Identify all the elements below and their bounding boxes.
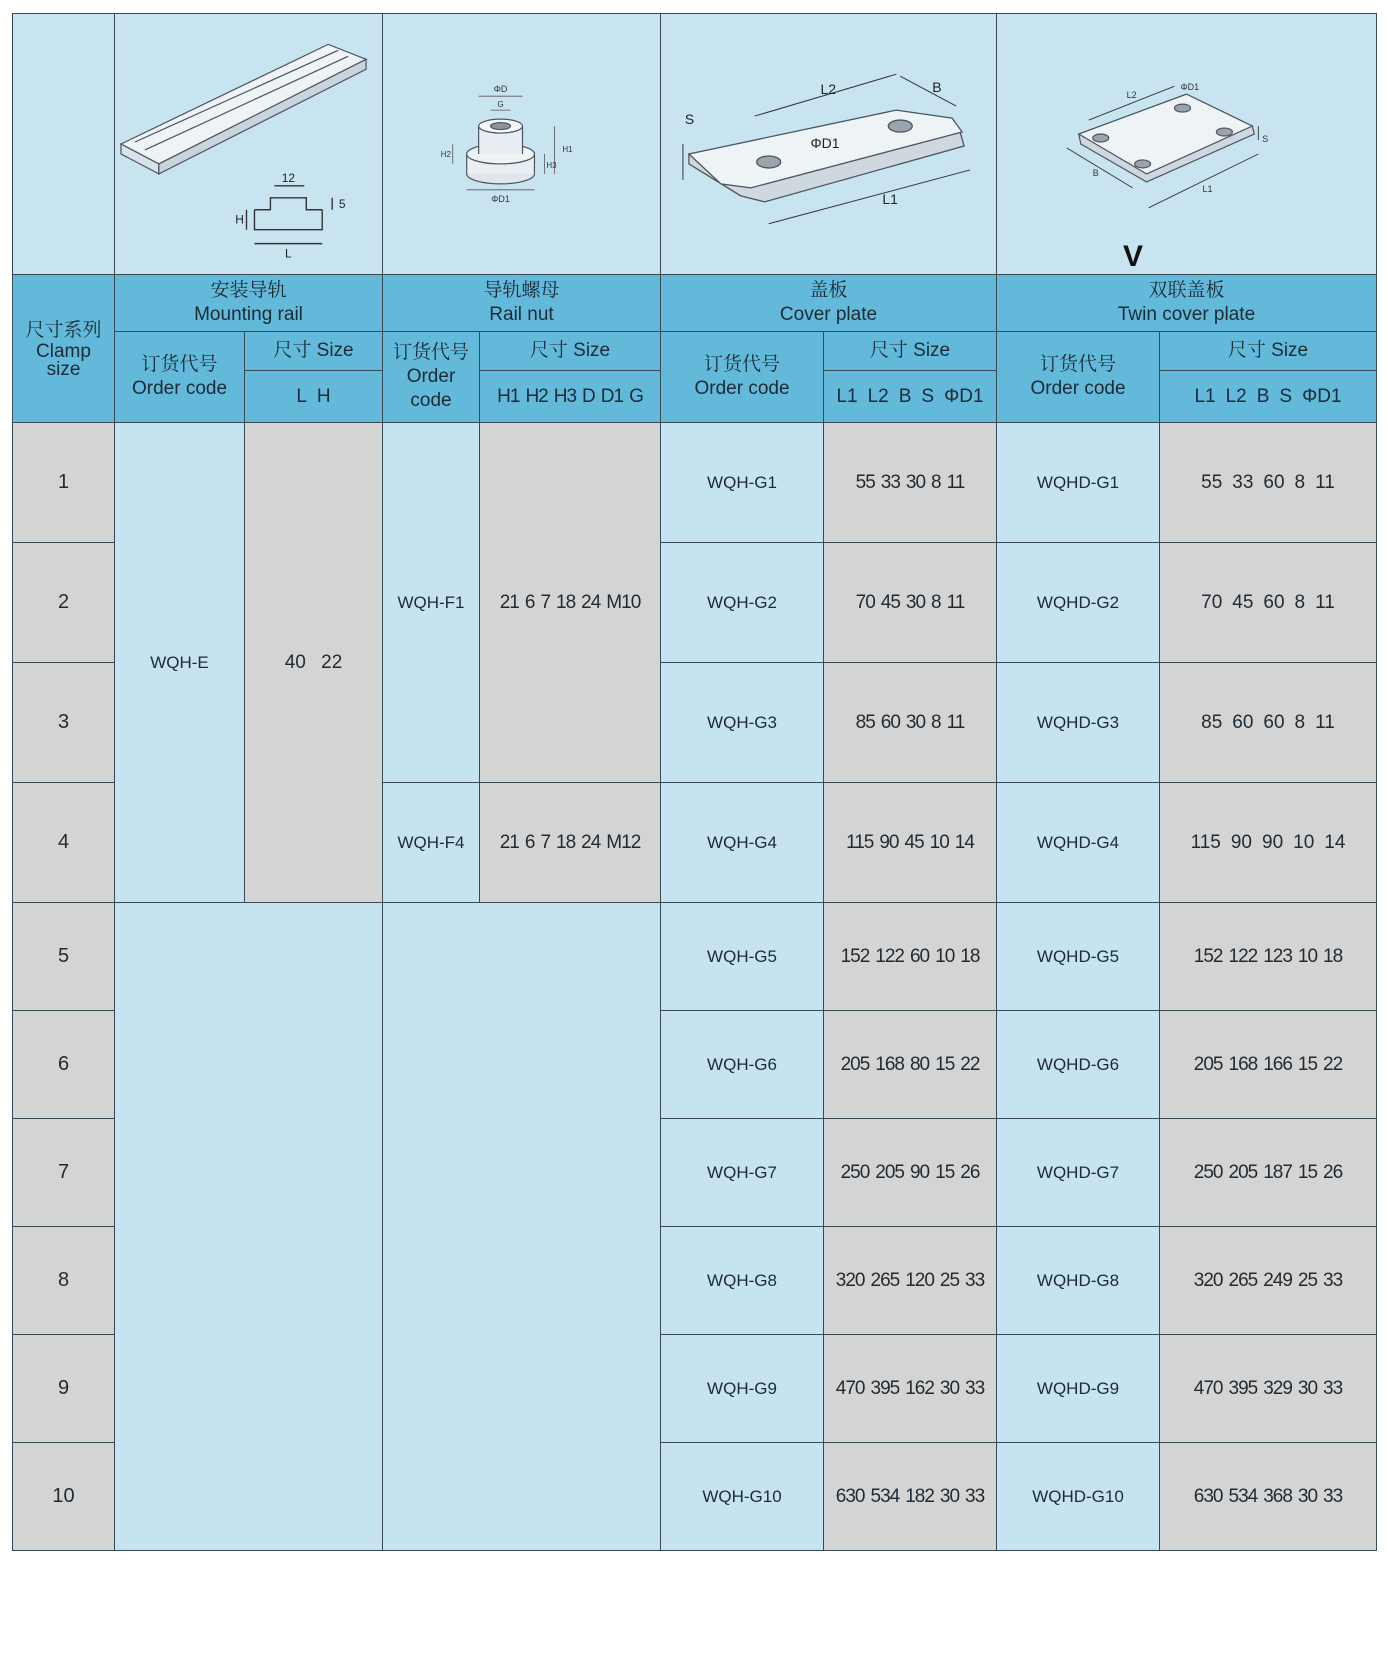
dimension-value: 205: [840, 1053, 870, 1075]
dimension-value: 152: [1193, 945, 1223, 967]
twin-dimension-labels: [1160, 371, 1377, 423]
dimension-value: H2: [525, 385, 548, 407]
twin-order-code: WQHD-G10: [997, 1443, 1160, 1551]
cover-dimensions: [824, 783, 997, 903]
mounting-rail-header: [115, 275, 383, 332]
dimension-value: 尺寸系列: [25, 319, 102, 341]
dimension-value: 166: [1263, 1053, 1292, 1075]
twin-cover-plate-drawing: [997, 14, 1376, 274]
dimension-value: 45: [880, 591, 900, 613]
dimension-value: 24: [581, 831, 601, 853]
cover-dimensions: [824, 1119, 997, 1227]
clamp-size-header: [13, 275, 115, 423]
dimension-value: 168: [1228, 1053, 1258, 1075]
dimension-value: 14: [1324, 831, 1346, 853]
dimension-value: 168: [875, 1053, 904, 1075]
nut-dim-h3: H3: [546, 160, 557, 170]
dimension-value: 162: [905, 1377, 934, 1399]
dimension-value: 265: [870, 1269, 900, 1291]
twin-dimensions: [1160, 1119, 1377, 1227]
cover-order-code: WQH-G6: [661, 1011, 824, 1119]
dimension-value: 30: [905, 471, 926, 493]
dimension-value: 33: [965, 1485, 985, 1507]
dimension-value: 534: [870, 1485, 900, 1507]
twin-dim-s: S: [1262, 134, 1269, 145]
cover-dimensions: [824, 1443, 997, 1551]
v-marker: V: [1123, 240, 1144, 273]
clamp-size-cell: 5: [13, 903, 115, 1011]
twin-order-code: WQHD-G9: [997, 1335, 1160, 1443]
dimension-value: 10: [929, 831, 949, 853]
dimension-value: 60: [1263, 591, 1285, 613]
dimension-value: 15: [1297, 1053, 1318, 1075]
twin-order-code: WQHD-G3: [997, 663, 1160, 783]
dimension-value: 订货代号: [703, 354, 780, 375]
dimension-value: 21: [499, 591, 519, 613]
dimension-value: 11: [1315, 711, 1335, 733]
cover-order-code: WQH-G7: [661, 1119, 824, 1227]
dimension-value: 33: [965, 1377, 985, 1399]
dimension-value: 85: [855, 711, 875, 733]
table-row: [13, 903, 1377, 1011]
dimension-value: D: [582, 385, 595, 407]
twin-order-code: WQHD-G2: [997, 543, 1160, 663]
dimension-value: 8: [1294, 591, 1306, 613]
rail-order-code: WQH-E: [115, 423, 245, 903]
clamp-size-cell: 10: [13, 1443, 115, 1551]
cover-order-code: WQH-G5: [661, 903, 824, 1011]
dimension-value: 115: [846, 831, 874, 853]
twin-order-code: WQHD-G1: [997, 423, 1160, 543]
nut-order-code: WQH-F4: [383, 783, 480, 903]
dimension-value: 15: [935, 1161, 955, 1183]
nut-dimension-labels: [480, 371, 661, 423]
twin-dimensions: [1160, 543, 1377, 663]
dimension-value: 205: [875, 1161, 904, 1183]
picture-blank-cell: [13, 14, 115, 275]
dimension-value: 152: [840, 945, 870, 967]
dimension-value: Order: [406, 366, 456, 387]
twin-dimensions: [1160, 903, 1377, 1011]
dimension-value: 90: [1262, 831, 1284, 853]
dimension-value: 8: [931, 471, 941, 493]
clamp-size-cell: 3: [13, 663, 115, 783]
dimension-value: 470: [835, 1377, 865, 1399]
rail-nut-picture: [383, 14, 661, 275]
dimension-value: 双联盖板: [1148, 280, 1225, 301]
dimension-value: code: [410, 390, 452, 411]
cover-dimensions: [824, 1011, 997, 1119]
dimension-value: 8: [1294, 471, 1306, 493]
twin-dim-l1: L1: [1202, 183, 1213, 194]
cover-dimensions: [824, 543, 997, 663]
twin-dimensions: [1160, 423, 1377, 543]
cover-order-code: WQH-G4: [661, 783, 824, 903]
dimension-value: 470: [1193, 1377, 1223, 1399]
dimension-value: 329: [1263, 1377, 1292, 1399]
dimension-value: G: [629, 385, 643, 407]
dimension-value: 30: [1297, 1485, 1318, 1507]
nut-dim-d1: ΦD1: [491, 193, 510, 204]
rail-dim-five: 5: [338, 196, 346, 211]
twin-order-code: WQHD-G5: [997, 903, 1160, 1011]
clamp-accessory-spec-table: [12, 13, 1377, 1551]
rail-dim-height: H: [235, 212, 244, 227]
nut-dim-h1: H1: [562, 144, 573, 154]
dimension-value: 26: [960, 1161, 980, 1183]
dimension-value: 33: [1232, 471, 1254, 493]
dimension-value: 订货代号: [141, 354, 218, 375]
dimension-value: 123: [1263, 945, 1292, 967]
cover-dimensions: [824, 903, 997, 1011]
cover-dimension-labels: [824, 371, 997, 423]
dimension-value: 205: [1193, 1053, 1223, 1075]
dimension-value: 320: [1193, 1269, 1223, 1291]
dimension-value: L: [296, 385, 307, 407]
twin-order-code: WQHD-G6: [997, 1011, 1160, 1119]
dimension-value: M10: [606, 591, 641, 613]
dimension-value: 14: [954, 831, 974, 853]
cover-order-code-header: [661, 332, 824, 423]
dimension-value: 60: [1232, 711, 1254, 733]
rail-dim-length: L: [285, 246, 292, 261]
nut-dim-h2: H2: [440, 149, 451, 159]
dimension-value: 368: [1263, 1485, 1292, 1507]
dimension-value: 122: [1228, 945, 1258, 967]
clamp-size-cell: 1: [13, 423, 115, 543]
dimension-value: 90: [909, 1161, 930, 1183]
dimension-value: 30: [905, 591, 926, 613]
dimension-value: 30: [939, 1485, 960, 1507]
twin-dimensions: [1160, 1335, 1377, 1443]
dimension-value: 订货代号: [392, 342, 469, 363]
dimension-value: 115: [1190, 831, 1221, 853]
dimension-value: 10: [1293, 831, 1315, 853]
dimension-value: B: [898, 385, 912, 407]
mounting-rail-picture: [115, 14, 383, 275]
dimension-value: Mounting rail: [194, 304, 303, 325]
dimension-value: 80: [909, 1053, 930, 1075]
dimension-value: 11: [946, 591, 965, 613]
dimension-value: M12: [606, 831, 641, 853]
twin-dimensions: [1160, 1011, 1377, 1119]
dimension-value: Twin cover plate: [1117, 304, 1256, 325]
dimension-value: 55: [855, 471, 875, 493]
cover-dim-s: S: [684, 111, 695, 128]
twin-dimensions: [1160, 663, 1377, 783]
cover-order-code: WQH-G3: [661, 663, 824, 783]
rail-dimension-labels: [245, 371, 383, 423]
dimension-value: Order code: [694, 378, 790, 399]
dimension-value: 40: [284, 651, 306, 673]
nut-dimensions: [480, 783, 661, 903]
dimension-value: 25: [939, 1269, 960, 1291]
dimension-value: 122: [875, 945, 904, 967]
dimension-value: 55: [1201, 471, 1223, 493]
dimension-value: 30: [905, 711, 926, 733]
dimension-value: 182: [905, 1485, 934, 1507]
dimension-value: 395: [870, 1377, 900, 1399]
dimension-value: 11: [946, 711, 965, 733]
twin-order-code: WQHD-G8: [997, 1227, 1160, 1335]
dimension-value: H1: [497, 385, 520, 407]
dimension-value: 60: [909, 945, 930, 967]
dimension-value: Rail nut: [489, 304, 554, 325]
dimension-value: 18: [1323, 945, 1343, 967]
cover-order-code: WQH-G8: [661, 1227, 824, 1335]
rail-order-code-header: [115, 332, 245, 423]
dimension-value: S: [1279, 385, 1293, 407]
spec-table-wrapper: [12, 13, 1376, 1630]
dimension-value: 534: [1228, 1485, 1258, 1507]
dimension-value: 630: [835, 1485, 865, 1507]
dimension-value: H: [316, 385, 331, 407]
dimension-value: 120: [905, 1269, 934, 1291]
nut-size-header: 尺寸 Size: [480, 332, 661, 371]
rail-nut-header: [383, 275, 661, 332]
dimension-value: 395: [1228, 1377, 1258, 1399]
group-header-row: [13, 275, 1377, 332]
dimension-value: 21: [499, 831, 519, 853]
nut-dim-g: G: [497, 100, 504, 110]
cover-dim-l2: L2: [820, 81, 837, 98]
dimension-value: 250: [840, 1161, 870, 1183]
cover-dim-b: B: [932, 79, 942, 96]
dimension-value: 盖板: [809, 280, 848, 301]
dimension-value: 22: [960, 1053, 980, 1075]
twin-dim-b: B: [1092, 167, 1099, 178]
nut-order-code-header: [383, 332, 480, 423]
table-row: [13, 423, 1377, 543]
twin-dimensions: [1160, 783, 1377, 903]
dimension-value: 24: [581, 591, 601, 613]
dimension-value: 187: [1263, 1161, 1292, 1183]
twin-dimensions: [1160, 1227, 1377, 1335]
dimension-value: 33: [1323, 1269, 1343, 1291]
dimension-value: 33: [880, 471, 900, 493]
rail-size-header: 尺寸 Size: [245, 332, 383, 371]
dimension-value: 6: [524, 591, 535, 613]
dimension-value: 70: [855, 591, 875, 613]
twin-size-header: 尺寸 Size: [1160, 332, 1377, 371]
dimension-value: 18: [556, 831, 576, 853]
nut-dim-d: ΦD: [493, 84, 508, 95]
dimension-value: 15: [935, 1053, 955, 1075]
dimension-value: 250: [1193, 1161, 1223, 1183]
rail-dimensions: [245, 423, 383, 903]
dimension-value: 11: [1315, 471, 1335, 493]
twin-dimensions: [1160, 1443, 1377, 1551]
twin-cover-plate-picture: [997, 14, 1377, 275]
cover-size-header: 尺寸 Size: [824, 332, 997, 371]
dimension-value: 33: [965, 1269, 985, 1291]
dimension-value: ΦD1: [1302, 385, 1342, 407]
dimension-value: 90: [1230, 831, 1252, 853]
dimension-value: B: [1256, 385, 1270, 407]
dimension-value: 205: [1228, 1161, 1258, 1183]
rail-empty-cell: [115, 903, 383, 1551]
cover-dim-l1: L1: [882, 190, 898, 207]
picture-row: [13, 14, 1377, 275]
dimension-value: 30: [939, 1377, 960, 1399]
dimension-value: 26: [1323, 1161, 1343, 1183]
nut-empty-cell: [383, 903, 661, 1551]
dimension-value: D1: [600, 385, 624, 407]
cover-dimensions: [824, 423, 997, 543]
clamp-size-cell: 7: [13, 1119, 115, 1227]
dimension-value: 10: [935, 945, 955, 967]
rail-nut-drawing: [383, 14, 660, 274]
dimension-value: 22: [321, 651, 343, 673]
clamp-size-cell: 6: [13, 1011, 115, 1119]
dimension-value: L1: [1194, 385, 1216, 407]
cover-dimensions: [824, 1227, 997, 1335]
dimension-value: 60: [880, 711, 900, 733]
clamp-size-cell: 9: [13, 1335, 115, 1443]
cover-dim-d1: ΦD1: [810, 134, 840, 151]
dimension-value: Order code: [1030, 378, 1126, 399]
dimension-value: L2: [1225, 385, 1247, 407]
dimension-value: 18: [960, 945, 980, 967]
dimension-value: 33: [1323, 1377, 1343, 1399]
rail-dim-width: 12: [281, 170, 295, 185]
nut-order-code: WQH-F1: [383, 423, 480, 783]
cover-plate-picture: [661, 14, 997, 275]
dimension-value: 8: [931, 591, 941, 613]
dimension-value: 60: [1263, 471, 1285, 493]
dimension-value: 11: [1315, 591, 1335, 613]
dimension-value: 22: [1323, 1053, 1343, 1075]
dimension-value: 订货代号: [1039, 354, 1116, 375]
dimension-value: 25: [1297, 1269, 1318, 1291]
dimension-value: 30: [1297, 1377, 1318, 1399]
cover-dimensions: [824, 1335, 997, 1443]
dimension-value: Order code: [131, 378, 228, 399]
twin-order-code: WQHD-G4: [997, 783, 1160, 903]
dimension-value: 8: [931, 711, 941, 733]
dimension-value: 33: [1323, 1485, 1343, 1507]
dimension-value: 18: [556, 591, 576, 613]
twin-dim-l2: L2: [1126, 90, 1137, 101]
mounting-rail-drawing: [115, 14, 382, 274]
dimension-value: 90: [879, 831, 899, 853]
dimension-value: L2: [867, 385, 889, 407]
dimension-value: 60: [1263, 711, 1285, 733]
dimension-value: 630: [1193, 1485, 1223, 1507]
clamp-size-cell: 4: [13, 783, 115, 903]
dimension-value: 7: [540, 591, 551, 613]
twin-cover-plate-header: [997, 275, 1377, 332]
dimension-value: 导轨螺母: [483, 280, 560, 301]
dimension-value: 85: [1201, 711, 1223, 733]
dimension-value: 6: [524, 831, 535, 853]
dimension-value: S: [921, 385, 935, 407]
dimension-value: 265: [1228, 1269, 1258, 1291]
cover-dimensions: [824, 663, 997, 783]
nut-dimensions: [480, 423, 661, 783]
dimension-value: 15: [1297, 1161, 1318, 1183]
clamp-size-cell: 2: [13, 543, 115, 663]
dimension-value: H3: [553, 385, 577, 407]
twin-order-code: WQHD-G7: [997, 1119, 1160, 1227]
cover-order-code: WQH-G10: [661, 1443, 824, 1551]
dimension-value: 7: [540, 831, 551, 853]
cover-order-code: WQH-G1: [661, 423, 824, 543]
dimension-value: 45: [1232, 591, 1254, 613]
dimension-value: 11: [946, 471, 965, 493]
dimension-value: 70: [1201, 591, 1223, 613]
dimension-value: ΦD1: [944, 385, 984, 407]
cover-plate-header: [661, 275, 997, 332]
dimension-value: 10: [1297, 945, 1318, 967]
twin-dim-d1: ΦD1: [1180, 82, 1200, 93]
dimension-value: Clamp size: [36, 340, 91, 380]
sub-header-row: [13, 332, 1377, 371]
cover-order-code: WQH-G2: [661, 543, 824, 663]
dimension-value: Cover plate: [779, 304, 878, 325]
dimension-value: 8: [1294, 711, 1306, 733]
twin-order-code-header: [997, 332, 1160, 423]
cover-order-code: WQH-G9: [661, 1335, 824, 1443]
dimension-value: 45: [904, 831, 924, 853]
dimension-value: L1: [836, 385, 858, 407]
dimension-value: 249: [1263, 1269, 1292, 1291]
clamp-size-cell: 8: [13, 1227, 115, 1335]
dimension-value: 320: [835, 1269, 865, 1291]
dimension-value: 安装导轨: [210, 280, 287, 301]
cover-plate-drawing: [661, 14, 996, 274]
